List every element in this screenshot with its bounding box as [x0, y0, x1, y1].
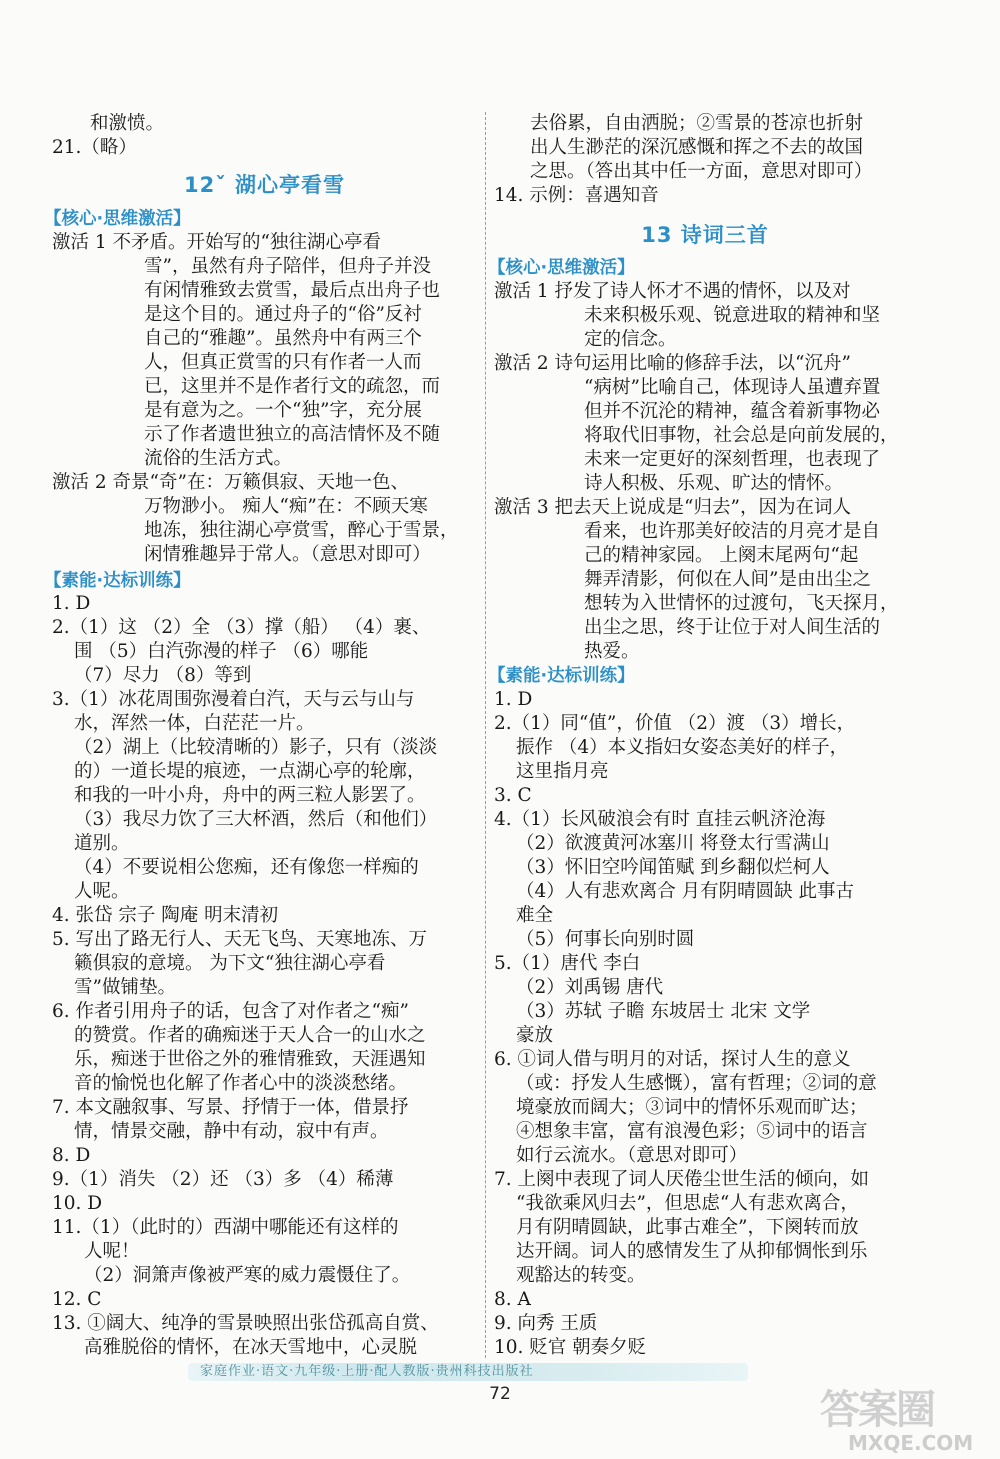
text-line: 雪”，虽然有舟子陪伴，但舟子并没	[144, 256, 431, 277]
watermark-url: MXQE.COM	[848, 1431, 974, 1455]
text-line: 10. 贬官 朝奏夕贬	[494, 1337, 647, 1358]
section-heading: 【核心·思维激活】	[44, 209, 191, 229]
text-line: 未来一定更好的深刻哲理，也表现了	[584, 449, 881, 470]
text-line: 围 （5）白汽弥漫的样子 （6）哪能	[74, 641, 369, 662]
lesson-heading: 12ˇ 湖心亭看雪	[183, 173, 346, 197]
text-line: 人，但真正赏雪的只有作者一人而	[144, 352, 422, 373]
text-line: 4.（1）长风破浪会有时 直挂云帆济沧海	[494, 809, 826, 830]
text-line: 舞弄清影，何似在人间”是由出尘之	[584, 569, 871, 590]
text-line: 道别。	[74, 833, 130, 854]
text-line: 难全	[516, 905, 554, 926]
text-line: 振作 （4）本义指妇女姿态美好的样子，	[516, 737, 849, 758]
text-line: 境豪放而阔大；③词中的情怀乐观而旷达；	[516, 1097, 868, 1118]
text-line: 达开阔。词人的感情发生了从抑郁惆怅到乐	[516, 1241, 868, 1262]
text-line: 3. C	[494, 785, 532, 806]
text-line: 但并不沉沦的精神，蕴含着新事物必	[584, 401, 881, 422]
text-line: 高雅脱俗的情怀，在冰天雪地中，心灵脱	[84, 1337, 418, 1358]
text-line: （2）湖上（比较清晰的）影子，只有（淡淡	[74, 737, 438, 758]
text-line: 是这个目的。通过舟子的“俗”反衬	[144, 304, 422, 325]
text-line: 月有阴晴圆缺，此事古难全”，下阕转而放	[516, 1217, 859, 1238]
text-line: （7）尽力 （8）等到	[74, 665, 252, 686]
text-line: 定的信念。	[584, 329, 677, 350]
text-line: 9. 向秀 王质	[494, 1313, 598, 1334]
text-line: 闲情雅趣异于常人。（意思对即可）	[144, 544, 431, 565]
watermark-logo: 答案圈	[820, 1387, 934, 1433]
text-line: 已，这里并不是作者行文的疏忽，而	[144, 376, 441, 397]
text-line: 5. 写出了路无行人、天无飞鸟、天寒地冻、万	[52, 929, 428, 950]
text-line: 14. 示例：喜遇知音	[494, 185, 659, 206]
text-line: （或：抒发人生感慨），富有哲理；②词的意	[516, 1073, 877, 1094]
text-line: 21.（略）	[52, 137, 137, 158]
text-line: 激活 1 不矛盾。开始写的“独往湖心亭看	[52, 232, 381, 253]
text-line: （3）怀旧空吟闻笛赋 到乡翻似烂柯人	[516, 857, 830, 878]
text-line: 这里指月亮	[516, 761, 609, 782]
text-line: 和我的一叶小舟，舟中的两三粒人影罢了。	[74, 785, 426, 806]
text-line: （3）我尽力饮了三大杯酒，然后（和他们）	[74, 809, 438, 830]
text-line: 7. 上阕中表现了词人厌倦尘世生活的倾向，如	[494, 1169, 870, 1190]
text-line: 乐，痴迷于世俗之外的雅情雅致，天涯遇知	[74, 1049, 426, 1070]
text-line: 观豁达的转变。	[516, 1265, 646, 1286]
text-line: 9.（1）消失 （2）还 （3）多 （4）稀薄	[52, 1169, 394, 1190]
text-line: “病树”比喻自己，体现诗人虽遭弃置	[584, 377, 881, 398]
text-line: 1. D	[52, 593, 91, 614]
text-line: 如行云流水。（意思对即可）	[516, 1145, 748, 1166]
text-line: 2.（1）同“值”，价值 （2）渡 （3）增长，	[494, 713, 856, 734]
text-line: 激活 2 诗句运用比喻的修辞手法，以“沉舟”	[494, 353, 851, 374]
section-heading: 【核心·思维激活】	[488, 258, 635, 278]
text-line: 自己的“雅趣”。虽然舟中有两三个	[144, 328, 422, 349]
text-line: ④想象丰富，富有浪漫色彩；⑤词中的语言	[516, 1121, 868, 1142]
text-line: 热爱。	[584, 641, 640, 662]
text-line: 之思。（答出其中任一方面，意思对即可）	[530, 161, 873, 182]
text-line: 音的愉悦也化解了作者心中的淡淡愁绪。	[74, 1073, 408, 1094]
text-line: 出人生渺茫的深沉感慨和挥之不去的故国	[530, 137, 864, 158]
text-line: 12. C	[52, 1289, 102, 1310]
text-line: 人呢。	[74, 881, 130, 902]
text-line: 激活 1 抒发了诗人怀才不遇的情怀，以及对	[494, 281, 851, 302]
text-line: 10. D	[52, 1193, 103, 1214]
text-line: 和激愤。	[90, 113, 165, 134]
text-line: 示了作者遗世独立的高洁情怀及不随	[144, 424, 441, 445]
text-line: 雪”做铺垫。	[74, 977, 176, 998]
text-line: 诗人积极、乐观、旷达的情怀。	[584, 473, 844, 494]
text-line: 2.（1）这 （2）全 （3）撑（船） （4）裹、	[52, 617, 431, 638]
text-line: 将取代旧事物，社会总是向前发展的，	[584, 425, 899, 446]
text-line: 激活 3 把去天上说成是“归去”，因为在词人	[494, 497, 851, 518]
text-line: 8. A	[494, 1289, 531, 1310]
text-line: 豪放	[516, 1025, 554, 1046]
text-line: 籁俱寂的意境。 为下文“独往湖心亭看	[74, 953, 386, 974]
text-line: “我欲乘风归去”，但思虑“人有悲欢离合，	[516, 1193, 859, 1214]
text-line: 水，浑然一体，白茫茫一片。	[74, 713, 315, 734]
text-line: （4）人有悲欢离合 月有阴晴圆缺 此事古	[516, 881, 855, 902]
text-line: 13. ①阔大、纯净的雪景映照出张岱孤高自赏、	[52, 1313, 439, 1334]
text-line: 激活 2 奇景“奇”在：万籁俱寂、天地一色、	[52, 472, 409, 493]
text-line: （4）不要说相公您痴，还有像您一样痴的	[74, 857, 419, 878]
text-line: 6. 作者引用舟子的话，包含了对作者之“痴”	[52, 1001, 409, 1022]
text-line: 看来，也许那美好皎洁的月亮才是自	[584, 521, 881, 542]
text-line: 地冻，独往湖心亭赏雪，醉心于雪景，	[144, 520, 459, 541]
text-line: 1. D	[494, 689, 533, 710]
text-line: 6. ①词人借与明月的对话，探讨人生的意义	[494, 1049, 851, 1070]
text-line: 流俗的生活方式。	[144, 448, 293, 469]
text-line: 的赞赏。作者的确痴迷于天人合一的山水之	[74, 1025, 426, 1046]
text-line: 5.（1）唐代 李白	[494, 953, 641, 974]
column-divider	[485, 112, 486, 1358]
text-line: （5）何事长向别时圆	[516, 929, 695, 950]
text-line: 去俗累，自由洒脱；②雪景的苍凉也折射	[530, 113, 864, 134]
text-line: 人呢！	[84, 1241, 140, 1262]
text-line: 11.（1）（此时的）西湖中哪能还有这样的	[52, 1217, 399, 1238]
text-line: （2）洞箫声像被严寒的威力震慑住了。	[84, 1265, 411, 1286]
text-line: 己的精神家园。 上阕末尾两句“起	[584, 545, 859, 566]
section-heading: 【素能·达标训练】	[44, 571, 191, 591]
text-line: （2）欲渡黄河冰塞川 将登太行雪满山	[516, 833, 830, 854]
text-line: 出尘之思，终于让位于对人间生活的	[584, 617, 881, 638]
text-line: 的）一道长堤的痕迹，一点湖心亭的轮廓，	[74, 761, 426, 782]
footer-book-title: 家庭作业·语文·九年级·上册·配人教版·贵州科技出版社	[200, 1364, 534, 1379]
section-heading: 【素能·达标训练】	[488, 666, 635, 686]
text-line: （3）苏轼 子瞻 东坡居士 北宋 文学	[516, 1001, 811, 1022]
text-line: 想转为入世情怀的过渡句，飞天探月，	[584, 593, 899, 614]
lesson-heading: 13 诗词三首	[641, 223, 769, 247]
text-line: 是有意为之。一个“独”字，充分展	[144, 400, 422, 421]
text-line: （2）刘禹锡 唐代	[516, 977, 664, 998]
text-line: 万物渺小。 痴人“痴”在：不顾天寒	[144, 496, 428, 517]
text-line: 有闲情雅致去赏雪，最后点出舟子也	[144, 280, 441, 301]
text-line: 4. 张岱 宗子 陶庵 明末清初	[52, 905, 279, 926]
text-line: 8. D	[52, 1145, 91, 1166]
text-line: 情，情景交融，静中有动，寂中有声。	[74, 1121, 389, 1142]
text-line: 未来积极乐观、锐意进取的精神和坚	[584, 305, 881, 326]
text-line: 3.（1）冰花周围弥漫着白汽，天与云与山与	[52, 689, 415, 710]
text-line: 7. 本文融叙事、写景、抒情于一体，借景抒	[52, 1097, 409, 1118]
page-number: 72	[489, 1384, 511, 1404]
